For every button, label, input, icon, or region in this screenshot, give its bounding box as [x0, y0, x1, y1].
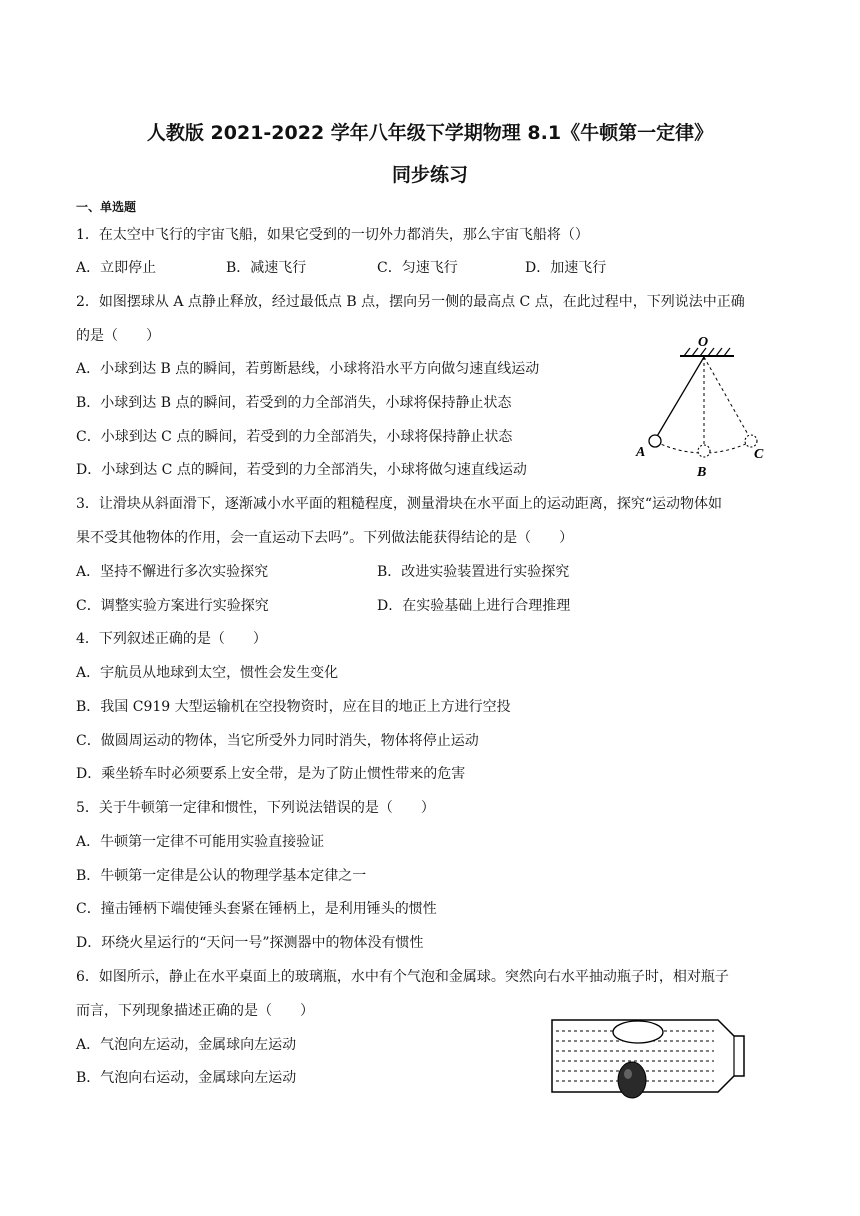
- q3-stem-line-2: 果不受其他物体的作用，会一直运动下去吗”。下列做法能获得结论的是（ ）: [76, 530, 574, 546]
- q1-option-c[interactable]: C．匀速飞行: [377, 260, 458, 276]
- q2-option-b[interactable]: B．小球到达 B 点的瞬间，若受到的力全部消失，小球将保持静止状态: [76, 395, 512, 411]
- bottle-figure: [548, 1014, 758, 1100]
- label-o: O: [698, 335, 709, 350]
- label-c: C: [754, 447, 764, 462]
- q4-option-a[interactable]: A．宇航员从地球到太空，惯性会发生变化: [76, 665, 339, 681]
- q1-option-b[interactable]: B．减速飞行: [226, 260, 307, 276]
- section-heading: 一、单选题: [76, 200, 137, 214]
- q2-option-a[interactable]: A．小球到达 B 点的瞬间，若剪断悬线，小球将沿水平方向做匀速直线运动: [76, 361, 540, 377]
- ball-b: [698, 445, 710, 457]
- q4-option-c[interactable]: C．做圆周运动的物体，当它所受外力同时消失，物体将停止运动: [76, 733, 479, 749]
- ball-c: [745, 435, 757, 447]
- q3-stem-line-1: 3．让滑块从斜面滑下，逐渐减小水平面的粗糙程度，测量滑块在水平面上的运动距离，探究“运动物体如: [76, 496, 723, 512]
- q4-option-b[interactable]: B．我国 C919 大型运输机在空投物资时，应在目的地正上方进行空投: [76, 699, 511, 715]
- q1-stem: 1．在太空中飞行的宇宙飞船，如果它受到的一切外力都消失，那么宇宙飞船将（）: [76, 227, 589, 243]
- q5-option-c[interactable]: C．撞击锤柄下端使锤头套紧在锤柄上，是利用锤头的惯性: [76, 901, 437, 917]
- q5-option-a[interactable]: A．牛顿第一定律不可能用实验直接验证: [76, 834, 325, 850]
- ball-a: [649, 435, 661, 447]
- q2-stem-line-2: 的是（ ）: [76, 328, 160, 344]
- air-bubble: [613, 1021, 663, 1043]
- q2-stem-line-1: 2．如图摆球从 A 点静止释放，经过最低点 B 点，摆向另一侧的最高点 C 点，在此过程中，下列说法中正确: [76, 294, 745, 310]
- q2-option-c[interactable]: C．小球到达 C 点的瞬间，若受到的力全部消失，小球将保持静止状态: [76, 429, 513, 445]
- q6-option-a[interactable]: A．气泡向左运动，金属球向左运动: [76, 1037, 297, 1053]
- q5-stem: 5．关于牛顿第一定律和惯性，下列说法错误的是（ ）: [76, 800, 435, 816]
- pendulum-figure: [630, 332, 780, 482]
- q6-stem-line-1: 6．如图所示，静止在水平桌面上的玻璃瓶，水中有个气泡和金属球。突然向右水平抽动瓶子时，相对瓶子: [76, 969, 729, 985]
- q5-option-d[interactable]: D．环绕火星运行的“天问一号”探测器中的物体没有惯性: [76, 935, 424, 951]
- q1-option-d[interactable]: D．加速飞行: [525, 260, 607, 276]
- q3-option-a[interactable]: A．坚持不懈进行多次实验探究: [76, 564, 269, 580]
- q5-option-b[interactable]: B．牛顿第一定律是公认的物理学基本定律之一: [76, 868, 367, 884]
- q3-option-d[interactable]: D．在实验基础上进行合理推理: [377, 598, 571, 614]
- metal-ball: [618, 1062, 646, 1098]
- q4-stem: 4．下列叙述正确的是（ ）: [76, 631, 267, 647]
- q2-option-d[interactable]: D．小球到达 C 点的瞬间，若受到的力全部消失，小球将做匀速直线运动: [76, 462, 527, 478]
- label-b: B: [697, 465, 707, 480]
- q3-option-b[interactable]: B．改进实验装置进行实验探究: [377, 564, 570, 580]
- title-line-2: 同步练习: [391, 164, 468, 186]
- label-a: A: [636, 445, 646, 460]
- q6-stem-line-2: 而言，下列现象描述正确的是（ ）: [76, 1003, 314, 1019]
- q6-option-b[interactable]: B．气泡向右运动，金属球向左运动: [76, 1070, 297, 1086]
- q4-option-d[interactable]: D．乘坐轿车时必须要系上安全带，是为了防止惯性带来的危害: [76, 766, 466, 782]
- pendulum-string: [656, 357, 704, 438]
- q3-option-c[interactable]: C．调整实验方案进行实验探究: [76, 598, 269, 614]
- q1-option-a[interactable]: A．立即停止: [76, 260, 157, 276]
- title-line-1: 人教版 2021-2022 学年八年级下学期物理 8.1《牛顿第一定律》: [146, 122, 714, 144]
